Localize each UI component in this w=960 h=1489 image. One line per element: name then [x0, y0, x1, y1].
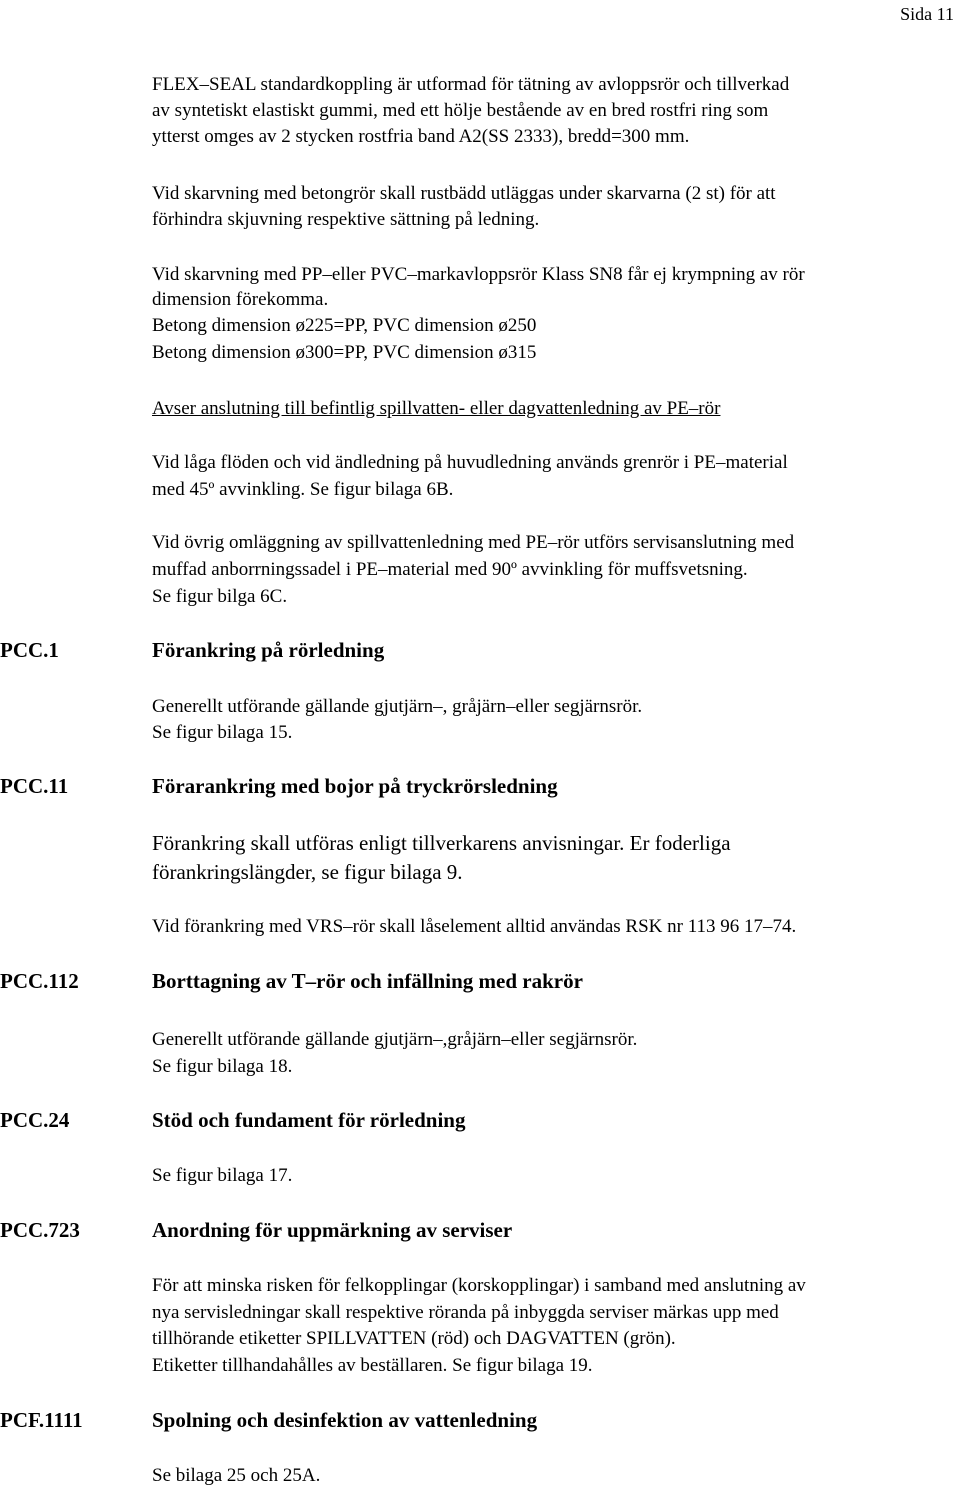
- intro-p5-line3: Se figur bilga 6C.: [152, 586, 288, 607]
- intro-p4-line2: med 45º avvinkling. Se figur bilaga 6B.: [152, 479, 454, 500]
- section-heading: Stöd och fundament för rörledning: [152, 1108, 466, 1132]
- intro-p3-line1: Vid skarvning med PP–eller PVC–markavloppsrör Klass SN8 får ej krympning av rör: [152, 264, 805, 285]
- section-code: PCC.112: [0, 969, 79, 993]
- section-line: Förankring skall utföras enligt tillverkarens anvisningar. Er foderliga: [152, 831, 731, 855]
- section-line: Generellt utförande gällande gjutjärn–,gråjärn–eller segjärnsrör.: [152, 1029, 638, 1050]
- section-line: Etiketter tillhandahålles av beställaren. Se figur bilaga 19.: [152, 1355, 593, 1376]
- intro-p2-line2: förhindra skjuvning respektive sättning på ledning.: [152, 209, 540, 230]
- intro-p1-line2: av syntetiskt elastiskt gummi, med ett hölje bestående av en bred rostfri ring som: [152, 100, 769, 121]
- intro-p4-line1: Vid låga flöden och vid ändledning på huvudledning används grenrör i PE–material: [152, 452, 788, 473]
- intro-p1-line1: FLEX–SEAL standardkoppling är utformad för tätning av avloppsrör och tillverkad: [152, 74, 790, 95]
- intro-p5-line1: Vid övrig omläggning av spillvattenledning med PE–rör utförs servisanslutning med: [152, 532, 795, 553]
- section-code: PCC.1: [0, 638, 59, 662]
- pe-connection-heading: Avser anslutning till befintlig spillvatten- eller dagvattenledning av PE–rör: [152, 398, 721, 419]
- intro-p3-line3: Betong dimension ø225=PP, PVC dimension ø250: [152, 315, 537, 336]
- intro-p3-line4: Betong dimension ø300=PP, PVC dimension ø315: [152, 342, 537, 363]
- section-heading: Förarankring med bojor på tryckrörsledning: [152, 774, 558, 798]
- section-line: nya servisledningar skall respektive röranda på inbyggda serviser märkas upp med: [152, 1302, 779, 1323]
- section-heading: Förankring på rörledning: [152, 638, 385, 662]
- section-code: PCC.723: [0, 1218, 80, 1242]
- section-line: För att minska risken för felkopplingar (korskopplingar) i samband med anslutning av: [152, 1275, 806, 1296]
- intro-p5-line2: muffad anborrningssadel i PE–material med 90º avvinkling för muffsvetsning.: [152, 559, 748, 580]
- section-line: Se figur bilaga 17.: [152, 1165, 293, 1186]
- section-line: Vid förankring med VRS–rör skall låselement alltid användas RSK nr 113 96 17–74.: [152, 916, 797, 937]
- section-heading: Borttagning av T–rör och infällning med rakrör: [152, 969, 583, 993]
- section-line: Se figur bilaga 18.: [152, 1056, 293, 1077]
- section-code: PCC.11: [0, 774, 69, 798]
- section-line: Se bilaga 25 och 25A.: [152, 1465, 321, 1486]
- intro-p3-line2: dimension förekomma.: [152, 289, 329, 310]
- section-heading: Spolning och desinfektion av vattenledning: [152, 1408, 538, 1432]
- section-code: PCC.24: [0, 1108, 70, 1132]
- section-heading: Anordning för uppmärkning av serviser: [152, 1218, 513, 1242]
- section-line: förankringslängder, se figur bilaga 9.: [152, 860, 463, 884]
- section-code: PCF.1111: [0, 1408, 83, 1432]
- section-line: tillhörande etiketter SPILLVATTEN (röd) och DAGVATTEN (grön).: [152, 1328, 676, 1349]
- intro-p2-line1: Vid skarvning med betongrör skall rustbädd utläggas under skarvarna (2 st) för att: [152, 183, 776, 204]
- page-number: Sida 11: [900, 4, 954, 24]
- section-line: Generellt utförande gällande gjutjärn–, gråjärn–eller segjärnsrör.: [152, 696, 643, 717]
- section-line: Se figur bilaga 15.: [152, 722, 293, 743]
- intro-p1-line3: ytterst omges av 2 stycken rostfria band A2(SS 2333), bredd=300 mm.: [152, 126, 690, 147]
